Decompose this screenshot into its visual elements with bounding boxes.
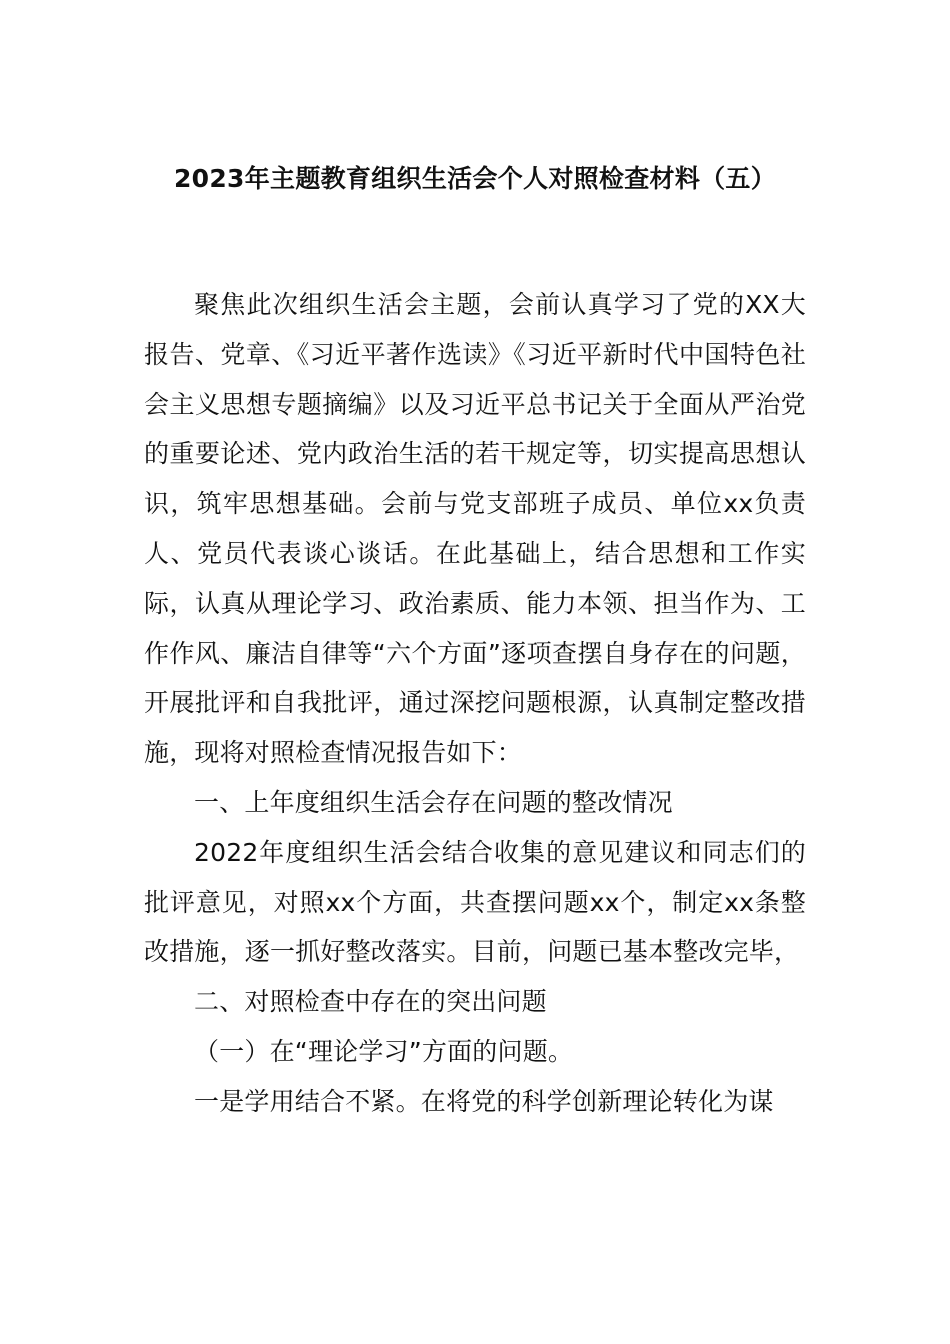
document-title: 2023年主题教育组织生活会个人对照检查材料（五） bbox=[173, 164, 777, 193]
section-1-heading: 一、上年度组织生活会存在问题的整改情况 bbox=[194, 787, 673, 817]
section-1-paragraph: 2022年度组织生活会结合收集的意见建议和同志们的批评意见，对照xx个方面，共查摆问题xx个，制定xx条整改措施，逐一抓好整改落实。目前，问题已基本整改完毕， bbox=[144, 837, 806, 967]
document-body bbox=[144, 280, 806, 1127]
intro-paragraph: 聚焦此次组织生活会主题，会前认真学习了党的XX大报告、党章、《习近平著作选读》《习近平新时代中国特色社会主义思想专题摘编》以及习近平总书记关于全面从严治党的重要论述、党内政治生活的若干规定等，切实提高思想认识，筑牢思想基础。会前与党支部班子成员、单位xx负责人、党员代表谈心谈话。在此基础上，结合思想和工作实际，认真从理论学习、政治素质、能力本领、担当作为、工作作风、廉洁自律等“六个方面”逐项查摆自身存在的问题，开展批评和自我批评，通过深挖问题根源，认真制定整改措施，现将对照检查情况报告如下： bbox=[144, 290, 806, 768]
point-1-paragraph: 一是学用结合不紧。在将党的科学创新理论转化为谋 bbox=[194, 1086, 774, 1116]
subsection-1-heading: （一）在“理论学习”方面的问题。 bbox=[194, 1036, 574, 1066]
section-2-heading: 二、对照检查中存在的突出问题 bbox=[194, 987, 547, 1017]
